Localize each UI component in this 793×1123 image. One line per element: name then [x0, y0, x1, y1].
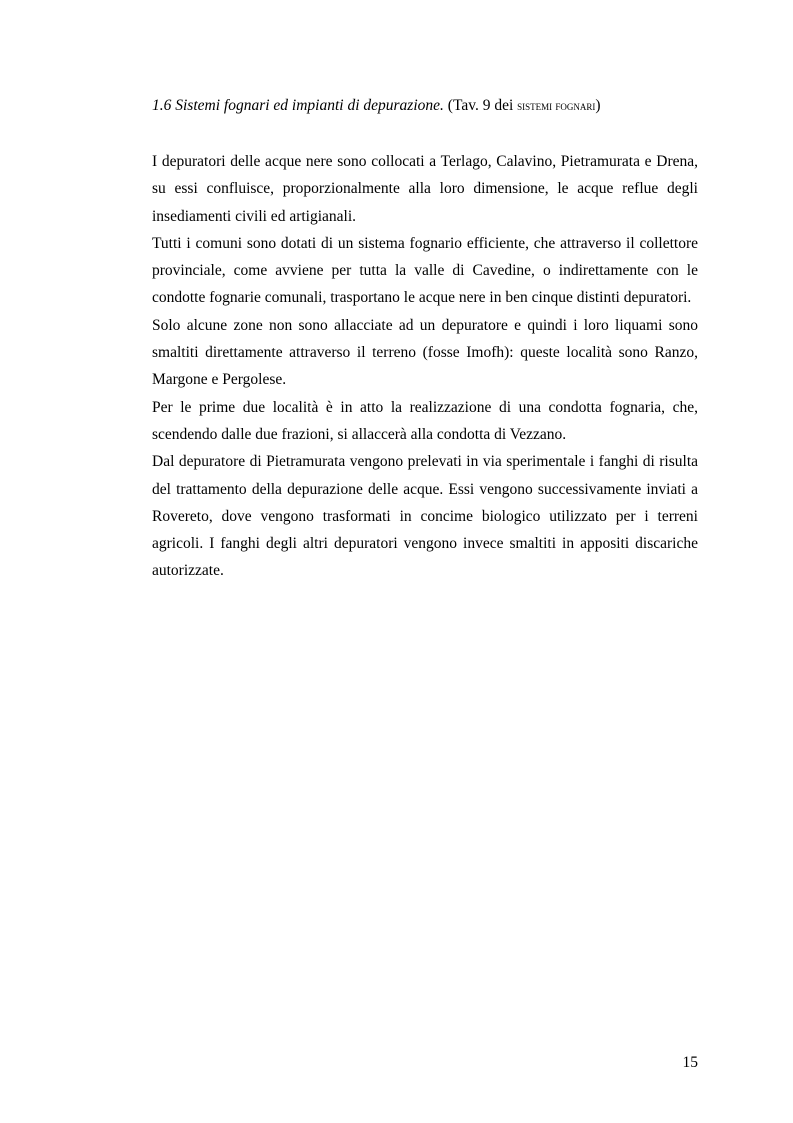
section-reference-label: sistemi fognari: [517, 98, 596, 113]
paragraph-zone-non-allacciate: Solo alcune zone non sono allacciate ad un depuratore e quindi i loro liquami sono smaltiti direttamente attraverso il terreno (fosse Imofh): queste località sono Ranzo, Margone e Pergolese.: [152, 316, 698, 389]
section-heading: [152, 95, 712, 117]
page-number: 15: [682, 1054, 698, 1071]
paragraph-depuratori: I depuratori delle acque nere sono collocati a Terlago, Calavino, Pietramurata e Drena, su essi confluisce, proporzionalmente alla loro dimensione, le acque reflue degli insediamenti civili ed artigianali.: [152, 153, 698, 225]
paragraph-condotta-fognaria: Per le prime due località è in atto la realizzazione di una condotta fognaria, che, scendendo dalle due frazioni, si allaccerà alla condotta di Vezzano.: [152, 398, 698, 443]
paragraph-fanghi: Dal depuratore di Pietramurata vengono prelevati in via sperimentale i fanghi di risulta del trattamento della depurazione delle acque. Essi vengono successivamente inviati a Rovereto, dove vengono trasformati in concime biologico utilizzato per i terreni agricoli. I fanghi degli altri depuratori vengono invece smaltiti in appositi discariche autorizzate.: [152, 453, 698, 580]
section-title: 1.6 Sistemi fognari ed impianti di depurazione.: [152, 97, 444, 114]
paragraph-comuni: Tutti i comuni sono dotati di un sistema fognario efficiente, che attraverso il collettore provinciale, come avviene per tutta la valle di Cavedine, o indirettamente con le condotte fognarie comunali, trasportano le acque nere in ben cinque distinti depuratori.: [152, 234, 698, 307]
body-text: [152, 148, 698, 585]
section-reference-suffix: ): [595, 97, 601, 114]
section-reference-prefix: (Tav. 9 dei: [443, 97, 518, 114]
